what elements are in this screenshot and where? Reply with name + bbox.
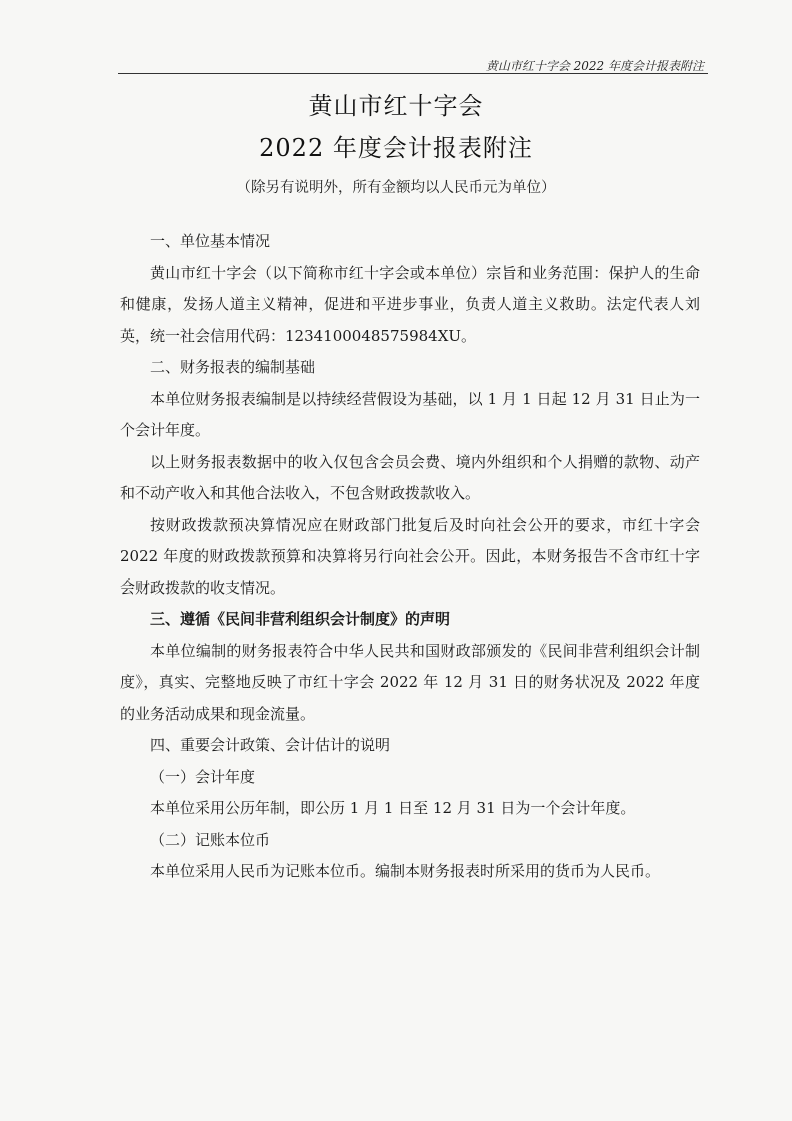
document-body [120, 226, 700, 888]
subsection-heading-currency: （二）记账本位币 [150, 830, 271, 849]
section-heading-2: 二、财务报表的编制基础 [150, 358, 316, 376]
section-heading-3: 三、遵循《民间非营利组织会计制度》的声明 [150, 610, 451, 628]
subsection-heading-accounting-year: （一）会计年度 [150, 767, 256, 786]
section-1-paragraph: 黄山市红十字会（以下简称市红十字会或本单位）宗旨和业务范围：保护人的生命和健康，发扬人道主义精神，促进和平进步事业，负责人道主义救助。法定代表人刘英，统一社会信用代码：1234100048575984XU。 [120, 263, 700, 345]
running-header: 黄山市红十字会 2022 年度会计报表附注 [485, 59, 704, 73]
subsection-accounting-year-paragraph: 本单位采用公历年制，即公历 1 月 1 日至 12 月 31 日为一个会计年度。 [150, 799, 636, 817]
subsection-currency-paragraph: 本单位采用人民币为记账本位币。编制本财务报表时所采用的货币为人民币。 [150, 862, 661, 880]
section-3-paragraph: 本单位编制的财务报表符合中华人民共和国财政部颁发的《民间非营利组织会计制度》，真实、完整地反映了市红十字会 2022 年 12 月 31 日的财务状况及 2022 年度的业务活动成果和现金流量。 [120, 641, 700, 723]
section-heading-1: 一、单位基本情况 [150, 232, 271, 250]
document-subtitle: （除另有说明外，所有金额均以人民币元为单位） [236, 180, 556, 196]
document-title-line1: 黄山市红十字会 [308, 92, 484, 120]
section-2-paragraph-1: 本单位财务报表编制是以持续经营假设为基础，以 1 月 1 日起 12 月 31 日止为一个会计年度。 [120, 389, 700, 439]
section-2-paragraph-3: 按财政拨款预决算情况应在财政部门批复后及时向社会公开的要求，市红十字会 2022 年度的财政拨款预算和决算将另行向社会公开。因此，本财务报告不含市红十字会财政拨款的收支情况。 [120, 515, 700, 597]
section-2-paragraph-2: 以上财务报表数据中的收入仅包含会员会费、境内外组织和个人捐赠的款物、动产和不动产收入和其他合法收入，不包含财政拨款收入。 [120, 452, 700, 502]
header-rule [118, 73, 708, 74]
section-heading-4: 四、重要会计政策、会计估计的说明 [150, 736, 391, 754]
document-title-line2: 2022 年度会计报表附注 [259, 134, 533, 162]
